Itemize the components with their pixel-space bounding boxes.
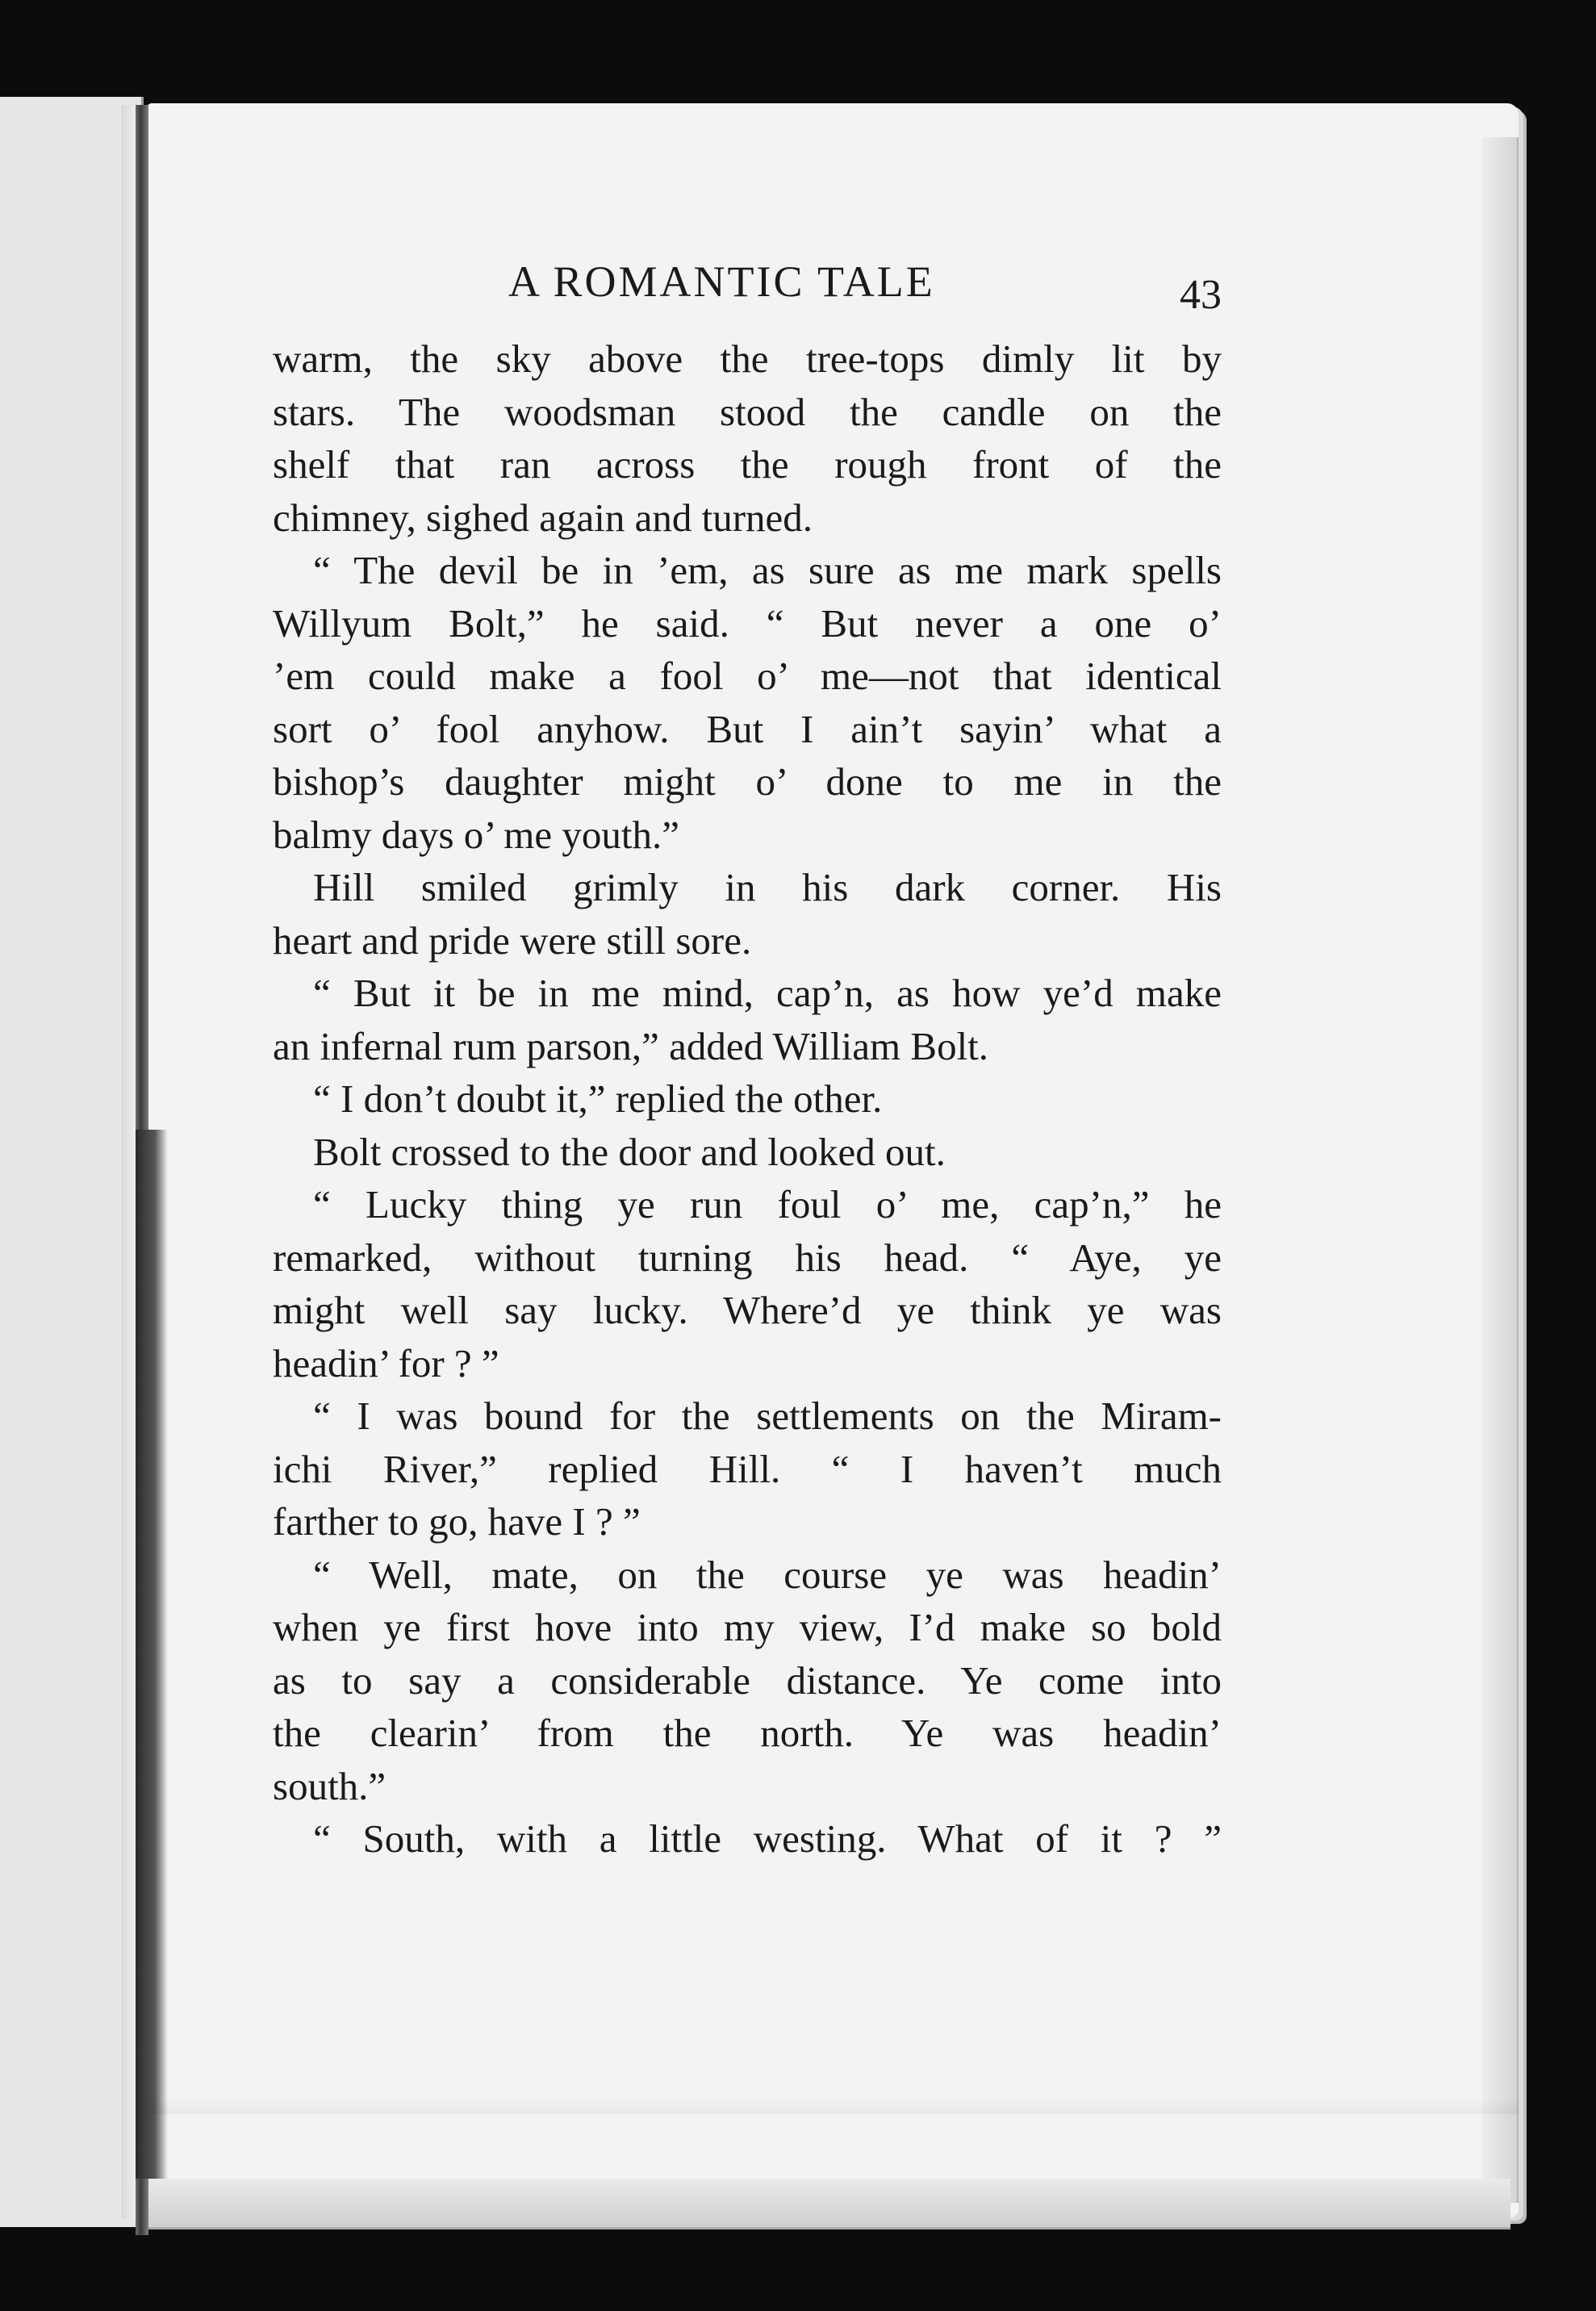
page-stack-edge-right [1481,137,1519,2203]
text-line: when ye first hove into my view, I’d make so bold [273,1605,1222,1649]
text-line: the clearin’ from the north. Ye was headin’ [273,1711,1222,1755]
text-line: an infernal rum parson,” added William Bolt. [273,1023,989,1068]
text-line: ichi River,” replied Hill. “ I haven’t much [273,1446,1222,1491]
text-line: shelf that ran across the rough front of the [273,442,1222,487]
text-line: chimney, sighed again and turned. [273,495,813,540]
text-line: warm, the sky above the tree-tops dimly lit by [273,336,1222,381]
text-line: “ I was bound for the settlements on the Miram- [313,1394,1222,1438]
body-text [273,332,1222,1866]
text-line: south.” [273,1763,386,1808]
text-line: headin’ for ? ” [273,1340,499,1385]
text-line: ’em could make a fool o’ me—not that identical [273,654,1222,698]
text-line: heart and pride were still sore. [273,917,752,963]
text-line: “ Well, mate, on the course ye was headin’ [313,1552,1222,1597]
text-line: farther to go, have I ? ” [273,1499,641,1544]
text-line: as to say a considerable distance. Ye come into [273,1657,1222,1703]
running-title: A ROMANTIC TALE [508,257,935,306]
page-stack-edge-bottom [147,2179,1510,2230]
text-line: might well say lucky. Where’d ye think ye was [273,1288,1222,1332]
text-line: “ Lucky thing ye run foul o’ me, cap’n,” he [313,1182,1222,1227]
binding-shadow [136,1130,168,2179]
text-line: bishop’s daughter might o’ done to me in the [273,759,1222,804]
text-line: “ South, with a little westing. What of it ? ” [313,1816,1222,1861]
text-line: balmy days o’ me youth.” [273,812,679,857]
text-line: Willyum Bolt,” he said. “ But never a one o’ [273,600,1222,646]
text-line: Hill smiled grimly in his dark corner. His [313,865,1222,909]
text-line: sort o’ fool anyhow. But I ain’t sayin’ what a [273,706,1222,751]
page-bottom-shade [147,2098,1519,2114]
page-number: 43 [1180,272,1222,318]
text-line: “ But it be in me mind, cap’n, as how ye’d make [313,971,1222,1015]
text-line: stars. The woodsman stood the candle on the [273,389,1222,434]
text-line: “ The devil be in ’em, as sure as me mark spells [313,548,1222,592]
text-line: “ I don’t doubt it,” replied the other. [313,1076,883,1121]
text-line: remarked, without turning his head. “ Aye, ye [273,1235,1222,1280]
text-line: Bolt crossed to the door and looked out. [313,1129,946,1174]
